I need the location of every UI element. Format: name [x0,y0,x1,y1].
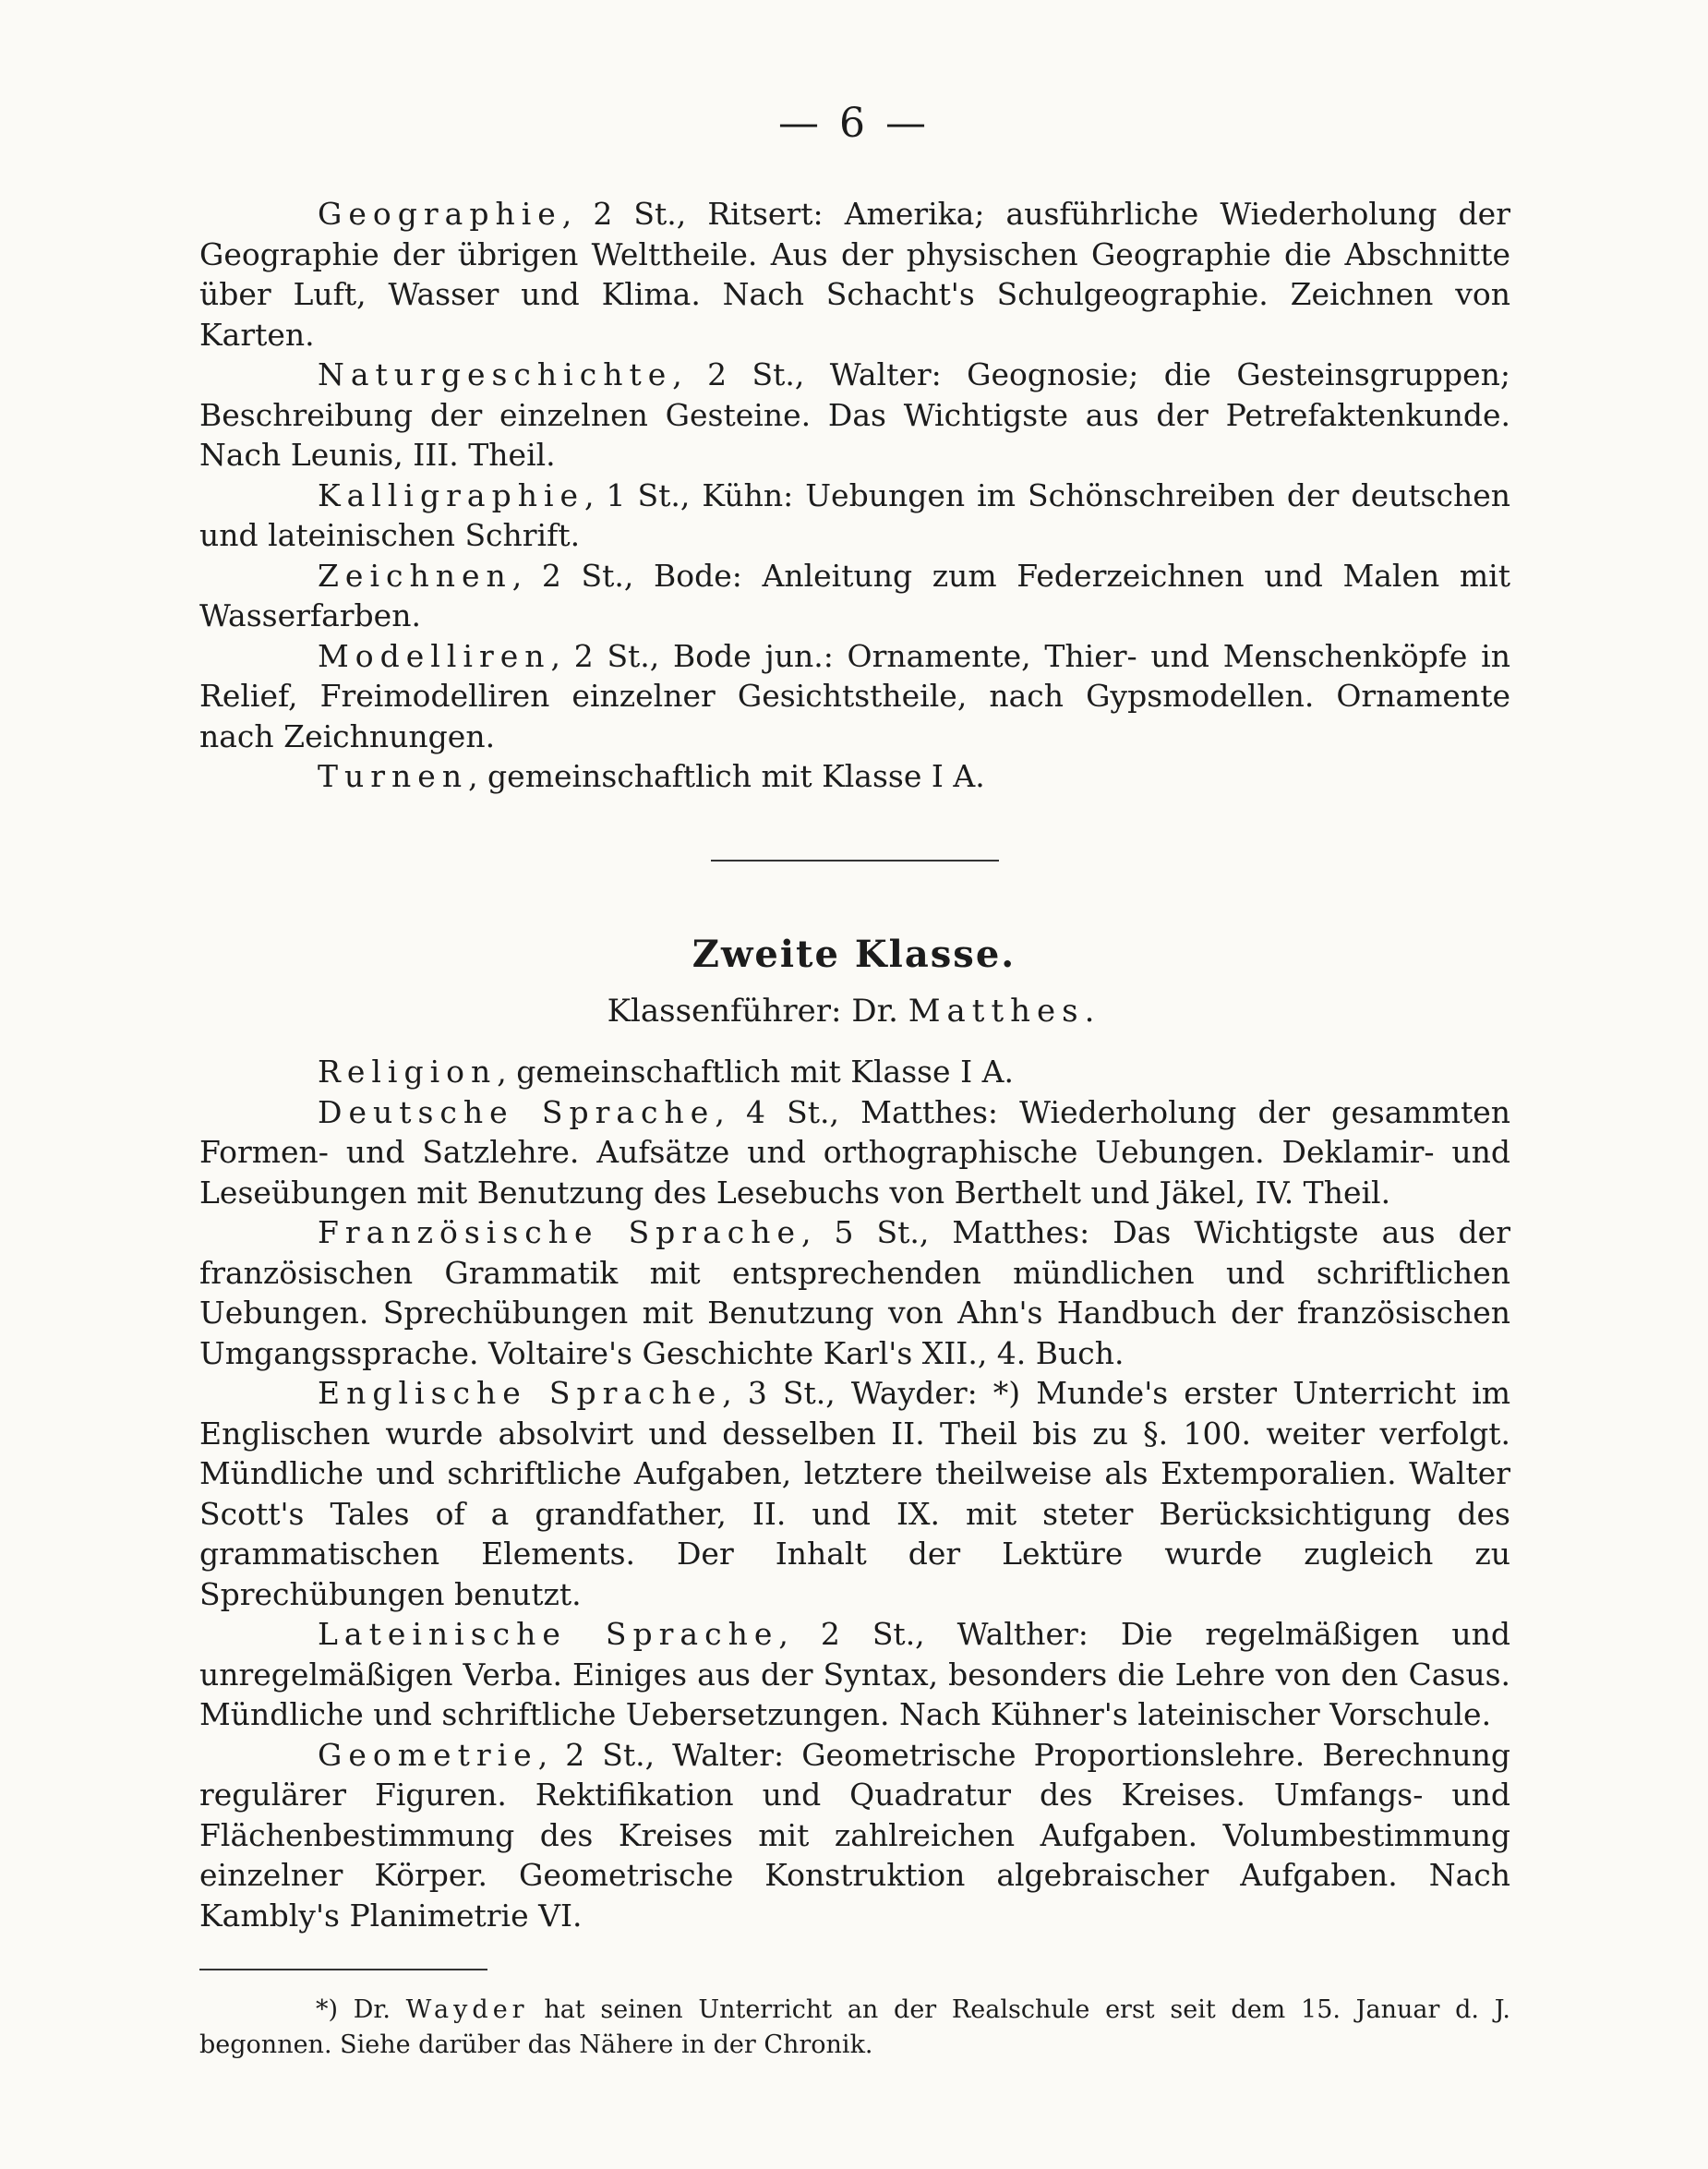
class-teacher-line [0,993,1708,1030]
section-second-class [199,1052,1510,1935]
subject-description: , gemeinschaftlich mit Klasse I A. [497,1054,1014,1090]
subject-description: , 4 St., Matthes: Wiederholung der gesammten Formen- und Satzlehre. Aufsätze und orthographische Uebungen. Deklamir- und Leseübungen mit Benutzung des Lesebuchs von Berthelt und Jäkel, IV. Theil. [199,1093,1510,1211]
subject-description: , 2 St., Walter: Geognosie; die Gesteinsgruppen; Beschreibung der einzelnen Gesteine. Das Wichtigste aus der Petrefaktenkunde. Nach Leunis, III. Theil. [199,356,1510,473]
subject-paragraph [199,1092,1510,1213]
subject-name: Kalligraphie [318,476,585,513]
subject-description: , 1 St., Kühn: Uebungen im Schönschreiben der deutschen und lateinischen Schrift. [199,476,1510,553]
subject-name: Geometrie [318,1736,538,1773]
subject-name: Französische Sprache [318,1214,802,1250]
subject-name: Modelliren [318,637,551,674]
subject-description: , 3 St., Wayder: *) Munde's erster Unterricht im Englischen wurde absolvirt und desselben II. Theil bis zu §. 100. weiter verfolgt. Mündliche und schriftliche Aufgaben, letztere theilweise als Extemporalien. Walter Scott's Tales of a grandfather, II. und IX. mit steter Berücksichtigung des grammatischen Elements. Der Inhalt der Lektüre wurde zugleich zu Sprechübungen benutzt. [199,1375,1510,1612]
subject-name: Englische Sprache [318,1375,723,1411]
page-number: — 6 — [778,100,930,147]
subject-description: , 2 St., Bode jun.: Ornamente, Thier- und Menschenköpfe in Relief, Freimodelliren einzelner Gesichtstheile, nach Gypsmodellen. Ornamente nach Zeichnungen. [199,637,1510,754]
subject-description: , 2 St., Bode: Anleitung zum Federzeichnen und Malen mit Wasserfarben. [199,557,1510,633]
subject-paragraph [199,1614,1510,1735]
subject-name: Lateinische Sprache [318,1616,779,1652]
subject-name: Zeichnen [318,557,512,594]
section-divider [711,860,999,862]
subject-name: Religion [318,1054,498,1090]
subject-paragraph [199,1735,1510,1936]
subject-paragraph [199,636,1510,757]
section-first-class-continued [199,194,1510,797]
subject-name: Geographie [318,196,562,232]
subject-paragraph [199,476,1510,556]
subject-paragraph [199,355,1510,476]
subject-description: , 2 St., Walther: Die regelmäßigen und unregelmäßigen Verba. Einiges aus der Syntax, besonders die Lehre von den Casus. Mündliche und schriftliche Uebersetzungen. Nach Kühner's lateinischer Vorschule. [199,1616,1510,1732]
subject-description: , 2 St., Ritsert: Amerika; ausführliche Wiederholung der Geographie der übrigen Welttheile. Aus der physischen Geographie die Abschnitte über Luft, Wasser und Klima. Nach Schacht's Schulgeographie. Zeichnen von Karten. [199,196,1510,353]
subject-paragraph [199,1212,1510,1373]
class-teacher-label: Klassenführer: Dr. [607,993,908,1030]
subject-description: , gemeinschaftlich mit Klasse I A. [468,758,985,794]
subject-paragraph [199,556,1510,636]
subject-description: , 5 St., Matthes: Das Wichtigste aus der französischen Grammatik mit entsprechenden mündlichen und schriftlichen Uebungen. Sprechübungen mit Benutzung von Ahn's Handbuch der französischen Umgangssprache. Voltaire's Geschichte Karl's XII., 4. Buch. [199,1214,1510,1371]
subject-name: Deutsche Sprache [318,1093,716,1130]
footnote-divider [199,1969,487,1970]
subject-paragraph [199,1052,1510,1092]
class-teacher-name: Matthes. [908,993,1101,1030]
subject-name: Naturgeschichte [318,356,673,392]
footnote-text: hat seinen Unterricht an der Realschule erst seit dem 15. Januar d. J. begonnen. Siehe darüber das Nähere in der Chronik. [199,1995,1510,2059]
footnote [199,1993,1510,2063]
footnote-marker: *) Dr. [316,1995,406,2024]
subject-paragraph [199,1373,1510,1614]
subject-paragraph [199,194,1510,355]
subject-description: , 2 St., Walter: Geometrische Proportionslehre. Berechnung regulärer Figuren. Rektifikation und Quadratur des Kreises. Umfangs- und Flächenbestimmung des Kreises mit zahlreichen Aufgaben. Volumbestimmung einzelner Körper. Geometrische Konstruktion algebraischer Aufgaben. Nach Kambly's Planimetrie VI. [199,1736,1510,1934]
subject-paragraph [199,756,1510,797]
section-heading: Zweite Klasse. [692,933,1016,976]
subject-name: Turnen [318,758,469,794]
footnote-name: Wayder [405,1995,529,2024]
